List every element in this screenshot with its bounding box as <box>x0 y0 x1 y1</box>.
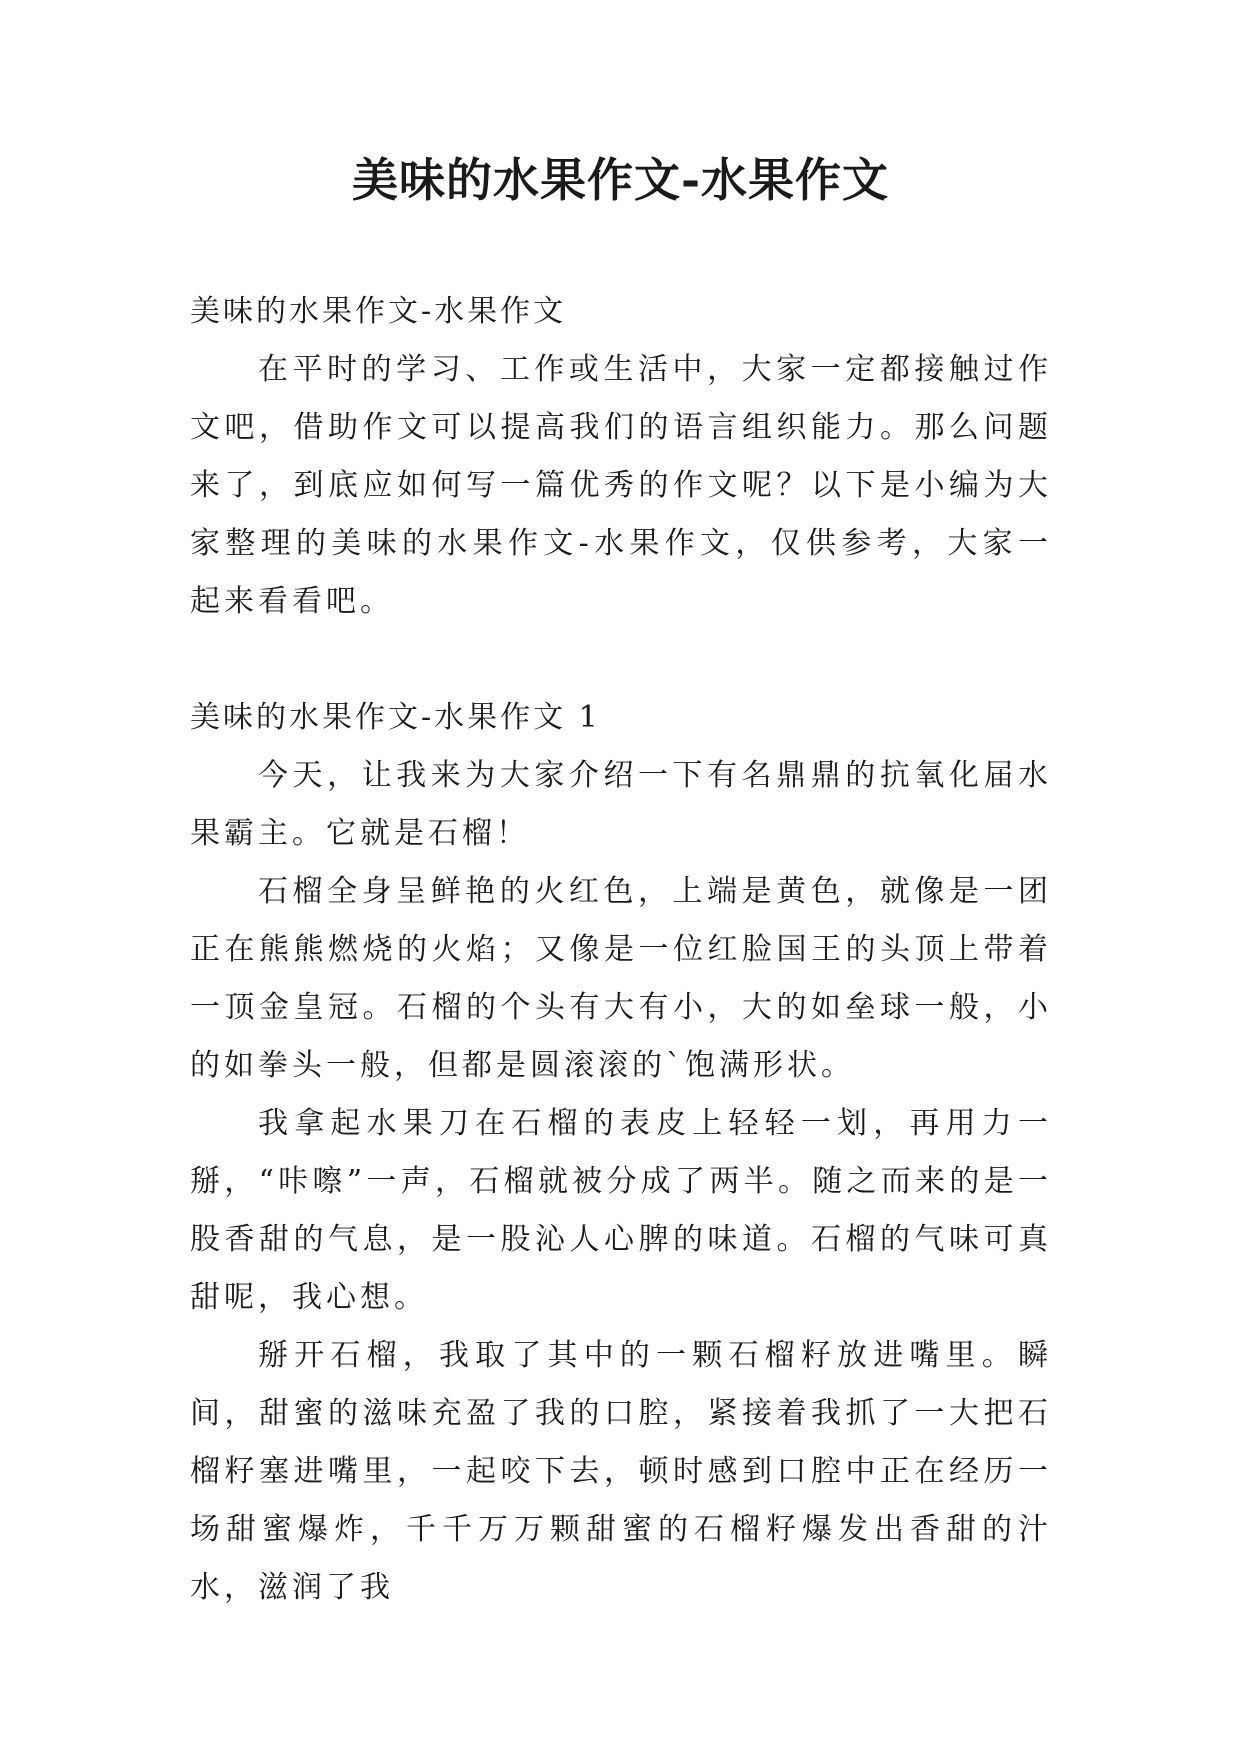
document-title: 美味的水果作文-水果作文 <box>351 153 890 207</box>
intro-paragraph: 在平时的学习、工作或生活中，大家一定都接触过作文吧，借助作文可以提高我们的语言组织能力。那么问题来了，到底应如何写一篇优秀的作文呢？以下是小编为大家整理的美味的水果作文-水果作文，仅供参考，大家一起来看看吧。 <box>190 352 1052 619</box>
body-paragraph: 石榴全身呈鲜艳的火红色，上端是黄色，就像是一团正在熊熊燃烧的火焰；又像是一位红脸国王的头顶上带着一顶金皇冠。石榴的个头有大有小，大的如垒球一般，小的如拳头一般，但都是圆滚滚的`饱满形状。 <box>190 874 1052 1083</box>
body-paragraph: 今天，让我来为大家介绍一下有名鼎鼎的抗氧化届水果霸主。它就是石榴！ <box>190 758 1052 851</box>
document-body <box>190 283 1052 1617</box>
section-heading: 美味的水果作文-水果作文 1 <box>190 700 601 735</box>
intro-heading: 美味的水果作文-水果作文 <box>190 294 567 329</box>
section-spacer <box>190 631 1052 689</box>
body-paragraph: 我拿起水果刀在石榴的表皮上轻轻一划，再用力一掰，“咔嚓”一声，石榴就被分成了两半。随之而来的是一股香甜的气息，是一股沁人心脾的味道。石榴的气味可真甜呢，我心想。 <box>190 1106 1052 1315</box>
body-paragraph: 掰开石榴，我取了其中的一颗石榴籽放进嘴里。瞬间，甜蜜的滋味充盈了我的口腔，紧接着我抓了一大把石榴籽塞进嘴里，一起咬下去，顿时感到口腔中正在经历一场甜蜜爆炸，千千万万颗甜蜜的石榴籽爆发出香甜的汁水，滋润了我 <box>190 1338 1052 1605</box>
